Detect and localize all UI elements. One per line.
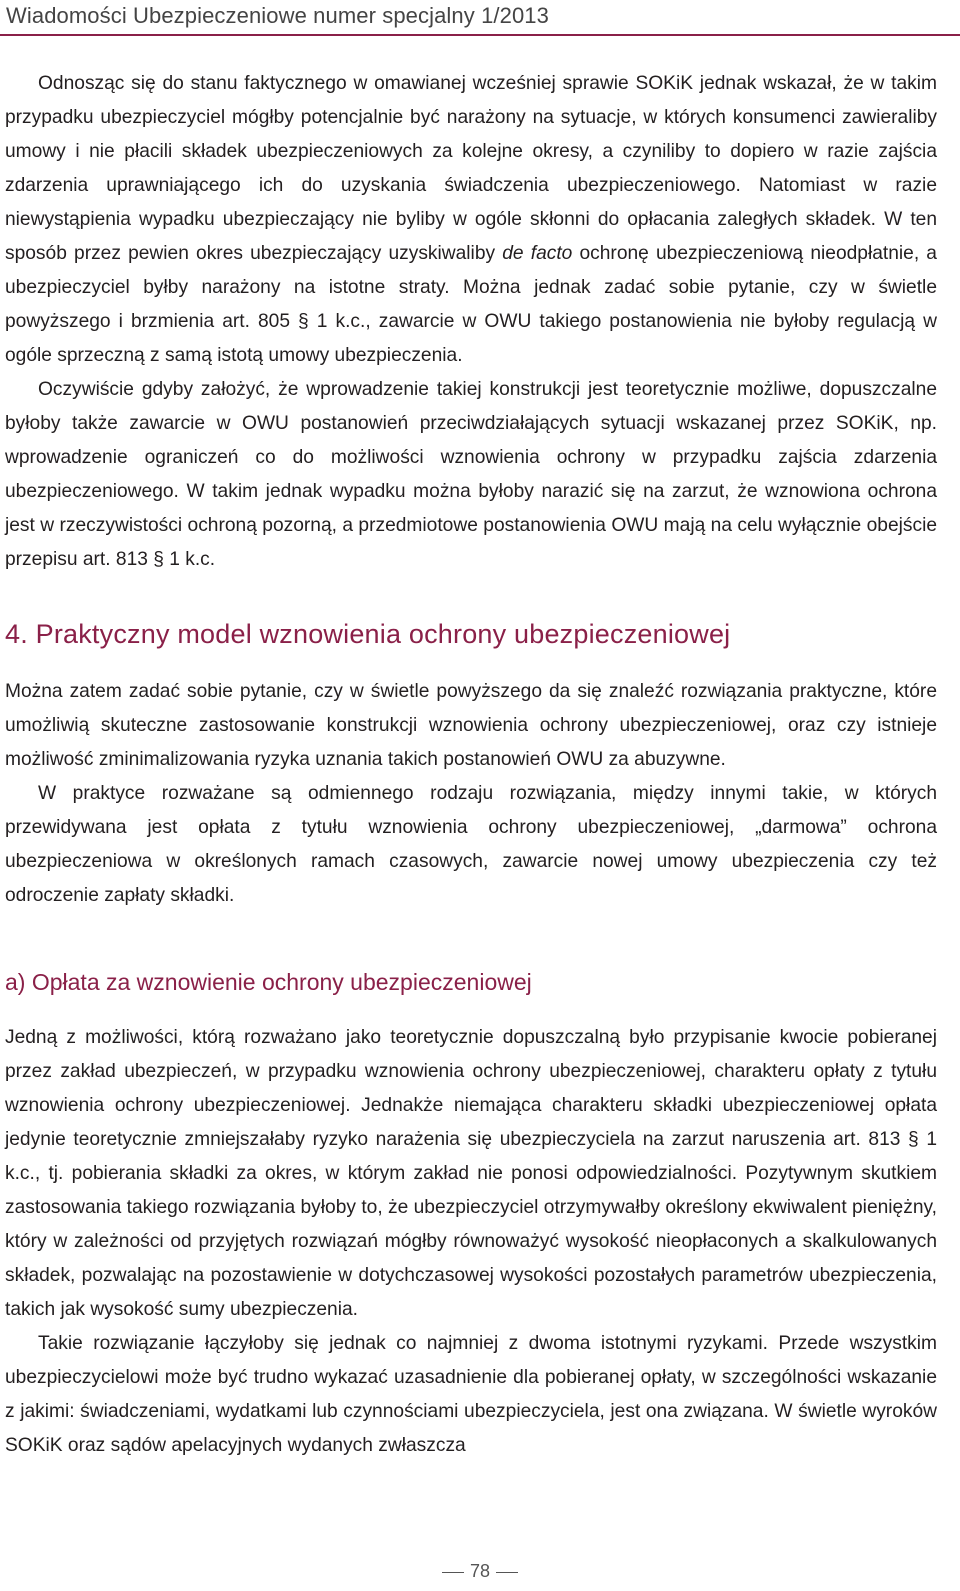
page-number: 78 bbox=[469, 1561, 491, 1581]
article-body bbox=[5, 67, 937, 1463]
journal-title: Wiadomości Ubezpieczeniowe numer specjalny 1/2013 bbox=[6, 3, 549, 28]
footer-dash-left bbox=[442, 1572, 464, 1573]
footer-dash-right bbox=[496, 1572, 518, 1573]
paragraph-w-praktyce: W praktyce rozważane są odmiennego rodzaju rozwiązania, między innymi takie, w których przewidywana jest opłata z tytułu wznowienia ochrony ubezpieczeniowej, „darmowa” ochrona ubezpieczeniowa w określonych ramach czasowych, zawarcie nowej umowy ubezpieczenia czy też odroczenie zapłaty składki. bbox=[5, 783, 937, 906]
emphasis-de-facto: de facto bbox=[502, 243, 573, 264]
paragraph-sokik bbox=[5, 67, 937, 373]
running-header bbox=[0, 0, 960, 36]
paragraph-mozna: Można zatem zadać sobie pytanie, czy w świetle powyższego da się znaleźć rozwiązania praktyczne, które umożliwią skuteczne zastosowanie konstrukcji wznowienia ochrony ubezpieczeniowej, oraz czy istnieje możliwość zminimalizowania ryzyka uznania takich postanowień OWU za abuzywne. bbox=[5, 681, 937, 770]
paragraph-text: Odnosząc się do stanu faktycznego w omawianej wcześniej sprawie SOKiK jednak wskazał, że w takim przypadku ubezpieczyciel mógłby potencjalnie być narażony na sytuacje, w których konsumenci zawieraliby umowy i nie płacili składek ubezpieczeniowych za kolejne okresy, a czyniliby to dopiero w razie zajścia zdarzenia uprawniającego ich do uzyskania świadczenia ubezpieczeniowego. Natomiast w razie niewystąpienia wypadku ubezpieczający nie byliby w ogóle skłonni do opłacania zaległych składek. W ten sposób przez pewien okres ubezpieczający uzyskiwaliby bbox=[5, 73, 937, 264]
page-footer bbox=[0, 1561, 960, 1582]
header-rule bbox=[0, 34, 960, 36]
paragraph-text: ochronę ubezpieczeniową nieodpłatnie, a ubezpieczyciel byłby narażony na istotne straty. Można jednak zadać sobie pytanie, czy w świetle powyższego i brzmienia art. 805 § 1 k.c., zawarcie w OWU takiego postanowienia nie byłoby regulacją w ogóle sprzeczną z samą istotą umowy ubezpieczenia. bbox=[5, 243, 937, 366]
paragraph-takie: Takie rozwiązanie łączyłoby się jednak co najmniej z dwoma istotnymi ryzykami. Przede wszystkim ubezpieczycielowi może być trudno wykazać uzasadnienie dla pobieranej opłaty, w szczególności wskazanie z jakimi: świadczeniami, wydatkami lub czynnościami ubezpieczyciela, jest ona związana. W świetle wyroków SOKiK oraz sądów apelacyjnych wydanych zwłaszcza bbox=[5, 1333, 937, 1456]
paragraph-oczywiscie: Oczywiście gdyby założyć, że wprowadzenie takiej konstrukcji jest teoretycznie możliwe, dopuszczalne byłoby także zawarcie w OWU postanowień przeciwdziałających sytuacji wskazanej przez SOKiK, np. wprowadzenie ograniczeń co do możliwości wznowienia ochrony w przypadku zajścia zdarzenia ubezpieczeniowego. W takim jednak wypadku można byłoby narazić się na zarzut, że wznowiona ochrona jest w rzeczywistości ochroną pozorną, a przedmiotowe postanowienia OWU mają na celu wyłącznie obejście przepisu art. 813 § 1 k.c. bbox=[5, 379, 937, 570]
section-heading-4: 4. Praktyczny model wznowienia ochrony ubezpieczeniowej bbox=[5, 619, 731, 649]
paragraph-jedna: Jedną z możliwości, którą rozważano jako teoretycznie dopuszczalną było przypisanie kwocie pobieranej przez zakład ubezpieczeń, w przypadku wznowienia ochrony ubezpieczeniowej, charakteru opłaty z tytułu wznowienia ochrony ubezpieczeniowej. Jednakże niemająca charakteru składki ubezpieczeniowej opłata jedynie teoretycznie zmniejszałaby ryzyko narażenia się ubezpieczyciela na zarzut naruszenia art. 813 § 1 k.c., tj. pobierania składki za okres, w którym zakład nie ponosi odpowiedzialności. Pozytywnym skutkiem zastosowania takiego rozwiązania byłoby to, że ubezpieczyciel otrzymywałby określony ekwiwalent pieniężny, który w zależności od przyjętych rozwiązań mógłby równoważyć wysokość nieopłaconych a skalkulowanych składek, pozwalając na pozostawienie w dotychczasowej wysokości pozostałych parametrów ubezpieczenia, takich jak wysokość sumy ubezpieczenia. bbox=[5, 1027, 937, 1320]
subsection-heading-a: a) Opłata za wznowienie ochrony ubezpieczeniowej bbox=[5, 969, 532, 995]
